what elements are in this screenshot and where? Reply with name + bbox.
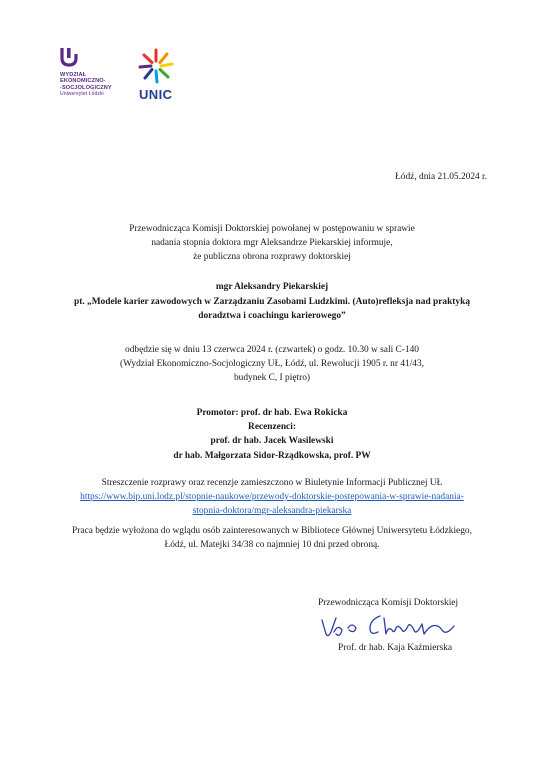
defense-line: odbędzie się w dniu 13 czerwca 2024 r. (czwartek) o godz. 10.30 w sali C-140	[125, 345, 419, 355]
reviewers-section	[60, 420, 484, 463]
library-note	[60, 524, 484, 552]
faculty-logo-line: -SOCJOLOGICZNY	[60, 84, 112, 91]
reviewer: prof. dr hab. Jacek Wasilewski	[210, 436, 334, 447]
thesis-title-line: pt. „Modele karier zawodowych w Zarządzaniu Zasobami Ludzkimi. (Auto)refleksja nad praktyką	[73, 297, 471, 307]
faculty-logo	[60, 46, 130, 106]
faculty-logo-line: WYDZIAŁ	[60, 72, 87, 78]
bip-link-continued[interactable]: stopnia-doktora/mgr-aleksandra-piekarska	[192, 506, 352, 516]
summary-note: Streszczenie rozprawy oraz recenzje zamieszczono w Biuletynie Informacji Publicznej UŁ	[101, 478, 443, 488]
unic-star-icon	[136, 47, 176, 87]
signature-role: Przewodnicząca Komisji Doktorskiej	[318, 598, 459, 608]
signature-name: Prof. dr hab. Kaja Kaźmierska	[338, 643, 453, 653]
unic-logo-text: UNIC	[139, 87, 173, 102]
faculty-logo-text	[60, 72, 112, 98]
reviewer: dr hab. Małgorzata Sidor-Rządkowska, prof. PW	[173, 450, 371, 461]
defense-line: budynek C, I piętro)	[233, 373, 311, 383]
bip-link[interactable]: https://www.bip.uni.lodz.pl/stopnie-naukowe/przewody-doktorskie-postepowania-w-sprawie-nadania-	[80, 492, 464, 502]
defense-line: (Wydział Ekonomiczno-Socjologiczny UŁ, Łódź, ul. Rewolucji 1905 r. nr 41/43,	[119, 359, 425, 369]
faculty-emblem-icon	[60, 46, 80, 68]
intro-paragraph	[60, 222, 484, 264]
candidate-name: mgr Aleksandry Piekarskiej	[215, 282, 329, 292]
handwritten-signature	[318, 610, 468, 644]
promotor: Promotor: prof. dr hab. Ewa Rokicka	[196, 408, 348, 418]
summary-paragraph	[60, 476, 484, 518]
defense-details	[60, 343, 484, 385]
intro-line: Przewodnicząca Komisji Doktorskiej powołanej w postępowaniu w sprawie	[129, 224, 415, 234]
intro-line: nadania stopnia doktora mgr Aleksandrze Piekarskiej informuje,	[151, 238, 393, 248]
reviewers-heading: Recenzenci:	[248, 422, 296, 432]
library-line: Łódź, ul. Matejki 34/38 co najmniej 10 dni przed obroną.	[164, 540, 380, 550]
thesis-title-line: doradztwa i coachingu karierowego”	[198, 311, 346, 321]
faculty-logo-line: EKONOMICZNO-	[60, 78, 106, 85]
intro-line: że publiczna obrona rozprawy doktorskiej	[193, 252, 351, 262]
unic-logo	[136, 47, 180, 107]
date-line: Łódź, dnia 21.05.2024 r.	[395, 172, 487, 182]
library-line: Praca będzie wyłożona do wglądu osób zainteresowanych w Bibliotece Głównej Uniwersytetu Łódzkiego,	[72, 526, 472, 536]
thesis-title	[60, 295, 484, 323]
faculty-logo-university: Uniwersytet Łódzki	[60, 91, 104, 98]
